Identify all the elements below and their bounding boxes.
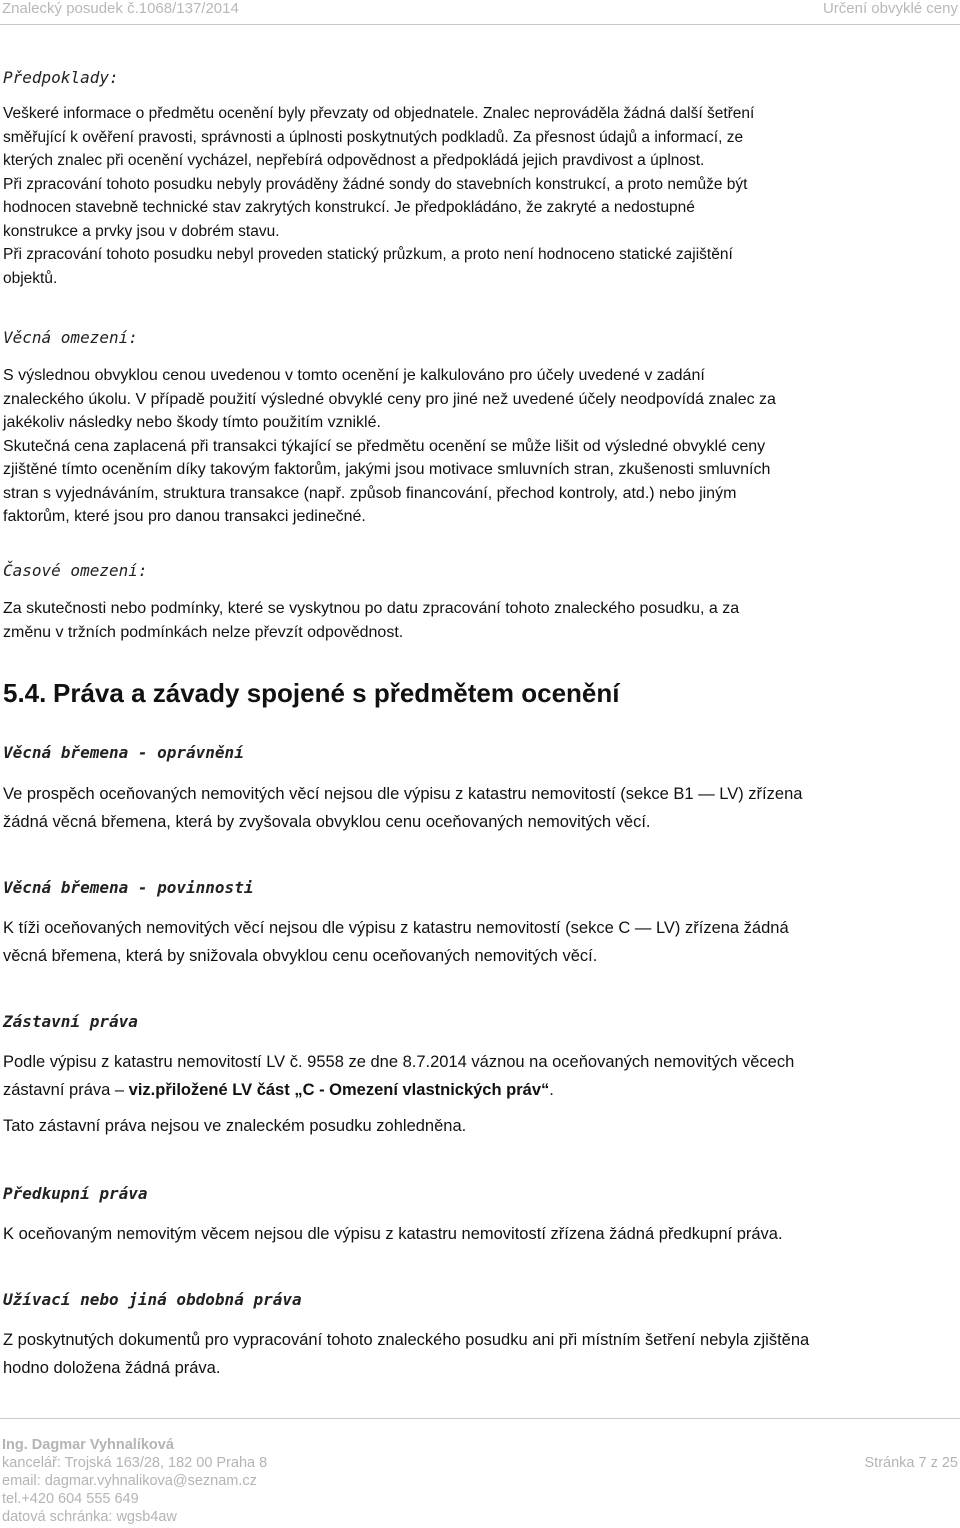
predpoklady-line: hodnocen stavebně technické stav zakrytých konstrukcí. Je předpokládáno, že zakryté a nedostupné <box>3 199 695 216</box>
zastavni-body <box>3 1048 958 1140</box>
opravneni-body <box>3 780 958 836</box>
footer-author-name: Ing. Dagmar Vyhnalíková <box>2 1437 174 1453</box>
opravneni-line: Ve prospěch oceňovaných nemovitých věcí nejsou dle výpisu z katastru nemovitostí (sekce B1 — LV) zřízena <box>3 785 803 803</box>
vecna-omezeni-line: faktorům, které jsou pro danou transakci jedinečné. <box>3 508 366 525</box>
zastavni-line-post: . <box>549 1081 554 1099</box>
footer-page-number: Stránka 7 z 25 <box>864 1455 958 1471</box>
footer-databox: datová schránka: wgsb4aw <box>2 1509 177 1525</box>
povinnosti-heading-wrap <box>3 876 253 900</box>
vecna-omezeni-line: S výslednou obvyklou cenou uvedenou v tomto ocenění je kalkulováno pro účely uvedené v zadání <box>3 367 705 384</box>
predkupni-body <box>3 1220 958 1248</box>
zastavni-line: Podle výpisu z katastru nemovitostí LV č. 9558 ze dne 8.7.2014 váznou na oceňovaných nemovitých věcech <box>3 1053 795 1071</box>
vecna-omezeni-line: jakékoliv následky nebo škody tímto použitím vzniklé. <box>3 414 381 431</box>
uzivaci-body <box>3 1326 958 1382</box>
page-footer <box>2 1436 267 1526</box>
casove-omezeni-line: Za skutečnosti nebo podmínky, které se vyskytnou po datu zpracování tohoto znaleckého posudku, a za <box>3 600 740 617</box>
section-number: 5.4. <box>3 678 47 708</box>
predpoklady-heading-wrap <box>3 66 119 90</box>
zastavni-reference: viz.přiložené LV část „C - Omezení vlastnických práv“ <box>128 1081 550 1099</box>
uzivaci-line: hodno doložena žádná práva. <box>3 1359 221 1377</box>
povinnosti-line: K tíži oceňovaných nemovitých věcí nejsou dle výpisu z katastru nemovitostí (sekce C — LV) zřízena žádná <box>3 919 789 937</box>
povinnosti-line: věcná břemena, která by snižovala obvyklou cenu oceňovaných nemovitých věcí. <box>3 947 598 965</box>
povinnosti-body <box>3 914 958 970</box>
predpoklady-line: směřující k ověření pravosti, správnosti a úplnosti poskytnutých podkladů. Za přesnost údajů a informací, ze <box>3 128 744 146</box>
zastavni-heading-wrap <box>3 1010 138 1034</box>
povinnosti-heading: Věcná břemena - povinnosti <box>3 878 254 897</box>
predkupni-heading-wrap <box>3 1182 148 1206</box>
footer-office: kancelář: Trojská 163/28, 182 00 Praha 8 <box>2 1455 268 1471</box>
zastavni-heading: Zástavní práva <box>3 1012 138 1031</box>
zastavni-line-pre: zástavní práva – <box>3 1081 129 1099</box>
footer-email: email: dagmar.vyhnalikova@seznam.cz <box>2 1473 257 1489</box>
vecna-omezeni-line: znaleckého úkolu. V případě použití výsledné obvyklé ceny pro jiné než uvedené účely neodpovídá znalec za <box>3 390 776 408</box>
casove-omezeni-body <box>3 597 958 644</box>
header-divider <box>0 24 960 25</box>
section-heading <box>3 678 958 708</box>
predpoklady-line: Při zpracování tohoto posudku nebyly prováděny žádné sondy do stavebních konstrukcí, a proto nemůže být <box>3 175 748 193</box>
uzivaci-heading-wrap <box>3 1288 302 1312</box>
page-header <box>0 0 960 22</box>
predpoklady-line: konstrukce a prvky jsou v dobrém stavu. <box>3 222 280 240</box>
predpoklady-line: Při zpracování tohoto posudku nebyl proveden statický průzkum, a proto není hodnoceno statické zajištění <box>3 246 733 263</box>
section-title: Práva a závady spojené s předmětem ocenění <box>53 678 620 708</box>
vecna-omezeni-line: stran s vyjednáváním, struktura transakce (např. způsob financování, přechod kontroly, atd.) nebo jiným <box>3 484 737 502</box>
predpoklady-body <box>3 102 958 290</box>
header-section-title: Určení obvyklé ceny <box>822 0 958 17</box>
opravneni-heading: Věcná břemena - oprávnění <box>3 743 244 762</box>
predkupni-heading: Předkupní práva <box>3 1184 148 1203</box>
predpoklady-line: kterých znalec při ocenění vycházel, nepřebírá odpovědnost a předpokládá jejich pravdivost a úplnost. <box>3 152 705 169</box>
predpoklady-line: objektů. <box>3 269 58 287</box>
uzivaci-heading: Užívací nebo jiná obdobná práva <box>3 1290 302 1309</box>
predkupni-line: K oceňovaným nemovitým věcem nejsou dle výpisu z katastru nemovitostí zřízena žádná předkupní práva. <box>3 1225 783 1243</box>
vecna-omezeni-body <box>3 364 958 529</box>
opravneni-line: žádná věcná břemena, která by zvyšovala obvyklou cenu oceňovaných nemovitých věcí. <box>3 813 651 831</box>
vecna-omezeni-heading-wrap <box>3 326 138 350</box>
vecna-omezeni-line: zjištěné tímto oceněním díky takovým faktorům, jakými jsou motivace smluvních stran, zkušenosti smluvních <box>3 461 771 478</box>
casove-omezeni-line: změnu v tržních podmínkách nelze převzít odpovědnost. <box>3 623 404 641</box>
uzivaci-line: Z poskytnutých dokumentů pro vypracování tohoto znaleckého posudku ani při místním šetření nebyla zjištěna <box>3 1331 810 1349</box>
casove-omezeni-heading-wrap <box>3 559 148 583</box>
opravneni-heading-wrap <box>3 741 244 765</box>
zastavni-line <box>3 1076 958 1104</box>
header-document-title: Znalecký posudek č.1068/137/2014 <box>2 0 239 17</box>
vecna-omezeni-heading: Věcná omezení: <box>3 328 138 347</box>
predpoklady-line: Veškeré informace o předmětu ocenění byly převzaty od objednatele. Znalec neprováděla žádná další šetření <box>3 105 755 122</box>
predpoklady-heading: Předpoklady: <box>3 68 119 87</box>
footer-phone: tel.+420 604 555 649 <box>2 1491 139 1507</box>
casove-omezeni-heading: Časové omezení: <box>3 561 148 580</box>
footer-divider <box>0 1418 960 1419</box>
vecna-omezeni-line: Skutečná cena zaplacená při transakci týkající se předmětu ocenění se může lišit od výsledné obvyklé ceny <box>3 437 766 455</box>
zastavni-line: Tato zástavní práva nejsou ve znaleckém posudku zohledněna. <box>3 1117 467 1135</box>
